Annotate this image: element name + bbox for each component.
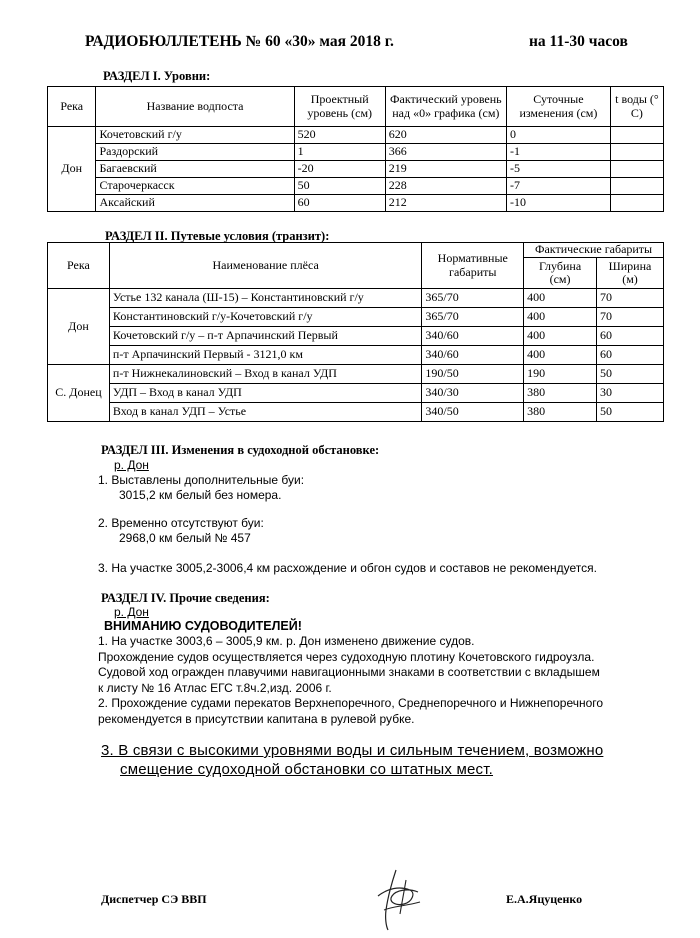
- transit-norm: 340/30: [422, 384, 524, 403]
- section-3-title: РАЗДЕЛ III. Изменения в судоходной обстановке:: [101, 443, 380, 457]
- transit-depth: 380: [524, 403, 597, 422]
- transit-header-norm: Нормативные габариты: [422, 243, 524, 289]
- levels-actual: 366: [385, 144, 506, 161]
- transit-width: 50: [597, 365, 664, 384]
- levels-design: 520: [294, 127, 385, 144]
- transit-row: [48, 346, 664, 365]
- levels-header-row: [48, 87, 664, 127]
- levels-temp: [610, 127, 663, 144]
- levels-post: Багаевский: [96, 161, 294, 178]
- levels-post: Кочетовский г/у: [96, 127, 294, 144]
- transit-stretch: Кочетовский г/у – п-т Арпачинский Первый: [109, 327, 421, 346]
- transit-row: [48, 308, 664, 327]
- levels-temp: [610, 195, 663, 212]
- transit-row: [48, 384, 664, 403]
- transit-stretch: п-т Арпачинский Первый - 3121,0 км: [109, 346, 421, 365]
- levels-post: Старочеркасск: [96, 178, 294, 195]
- transit-width: 30: [597, 384, 664, 403]
- transit-stretch: Устье 132 канала (Ш-15) – Константиновский г/у: [109, 289, 421, 308]
- section-4-line: к листу № 16 Атлас ЕГС т.8ч.2,изд. 2006 г.: [98, 681, 332, 695]
- transit-stretch: Вход в канал УДП – Устье: [109, 403, 421, 422]
- transit-width: 70: [597, 289, 664, 308]
- section-4-line: 2. Прохождение судами перекатов Верхнепоречного, Среднепоречного и Нижнепоречного: [98, 696, 604, 710]
- section-4-line: 1. На участке 3003,6 – 3005,9 км. р. Дон изменено движение судов.: [98, 634, 475, 648]
- levels-table: [47, 86, 664, 212]
- levels-actual: 212: [385, 195, 506, 212]
- transit-header-stretch: Наименование плёса: [109, 243, 421, 289]
- section-4-river: р. Дон: [114, 605, 149, 619]
- section-3-item-1: 1. Выставлены дополнительные буи:: [98, 473, 305, 487]
- transit-depth: 400: [524, 327, 597, 346]
- transit-row: [48, 327, 664, 346]
- bulletin-time: на 11-30 часов: [529, 33, 628, 50]
- levels-river: Дон: [48, 127, 96, 212]
- levels-post: Раздорский: [96, 144, 294, 161]
- levels-daily: -1: [506, 144, 610, 161]
- levels-row: [48, 161, 664, 178]
- levels-row: [48, 144, 664, 161]
- levels-temp: [610, 161, 663, 178]
- transit-stretch: УДП – Вход в канал УДП: [109, 384, 421, 403]
- transit-norm: 340/60: [422, 346, 524, 365]
- transit-depth: 380: [524, 384, 597, 403]
- transit-header-river: Река: [48, 243, 110, 289]
- levels-daily: 0: [506, 127, 610, 144]
- section-3-item-2-detail: 2968,0 км белый № 457: [119, 531, 251, 545]
- transit-norm: 340/60: [422, 327, 524, 346]
- levels-design: 60: [294, 195, 385, 212]
- levels-row: [48, 127, 664, 144]
- transit-norm: 365/70: [422, 289, 524, 308]
- signer-name: Е.А.Яцуценко: [506, 892, 583, 906]
- transit-table: [47, 242, 664, 422]
- transit-header-width: Ширина (м): [597, 258, 664, 289]
- section-3-item-1-detail: 3015,2 км белый без номера.: [119, 488, 282, 502]
- section-3-item-3: 3. На участке 3005,2-3006,4 км расхождение и обгон судов и составов не рекомендуется.: [98, 561, 597, 575]
- section-3-river: р. Дон: [114, 458, 149, 472]
- transit-width: 70: [597, 308, 664, 327]
- transit-norm: 340/50: [422, 403, 524, 422]
- levels-design: 1: [294, 144, 385, 161]
- signer-role: Диспетчер СЭ ВВП: [101, 892, 207, 906]
- levels-header-river: Река: [48, 87, 96, 127]
- levels-actual: 620: [385, 127, 506, 144]
- transit-depth: 190: [524, 365, 597, 384]
- levels-row: [48, 178, 664, 195]
- section-4-line: Прохождение судов осуществляется через судоходную плотину Кочетовского гидроузла.: [98, 650, 595, 664]
- levels-header-actual: Фактический уровень над «0» графика (см): [385, 87, 506, 127]
- levels-daily: -7: [506, 178, 610, 195]
- section-2-title: РАЗДЕЛ II. Путевые условия (транзит):: [105, 229, 330, 243]
- bulletin-title: РАДИОБЮЛЛЕТЕНЬ № 60 «30» мая 2018 г.: [85, 33, 394, 50]
- transit-depth: 400: [524, 346, 597, 365]
- section-4-title: РАЗДЕЛ IV. Прочие сведения:: [101, 591, 270, 605]
- levels-header-daily: Суточные изменения (см): [506, 87, 610, 127]
- levels-row: [48, 195, 664, 212]
- transit-width: 60: [597, 327, 664, 346]
- transit-depth: 400: [524, 289, 597, 308]
- transit-river: Дон: [48, 289, 110, 365]
- levels-actual: 228: [385, 178, 506, 195]
- levels-header-design: Проектный уровень (см): [294, 87, 385, 127]
- levels-post: Аксайский: [96, 195, 294, 212]
- transit-header-row: [48, 243, 664, 258]
- transit-width: 60: [597, 346, 664, 365]
- section-4-line: Судовой ход огражден плавучими навигационными знаками в соответствии с вкладышем: [98, 665, 600, 679]
- levels-header-temp: t воды (° С): [610, 87, 663, 127]
- signature: [366, 866, 436, 932]
- transit-river: С. Донец: [48, 365, 110, 422]
- transit-norm: 365/70: [422, 308, 524, 327]
- transit-depth: 400: [524, 308, 597, 327]
- levels-header-post: Название водпоста: [96, 87, 294, 127]
- section-4-line: рекомендуется в присутствии капитана в рулевой рубке.: [98, 712, 415, 726]
- levels-design: -20: [294, 161, 385, 178]
- levels-temp: [610, 144, 663, 161]
- levels-actual: 219: [385, 161, 506, 178]
- transit-row: [48, 403, 664, 422]
- transit-header-depth: Глубина (см): [524, 258, 597, 289]
- levels-daily: -10: [506, 195, 610, 212]
- attention-heading: ВНИМАНИЮ СУДОВОДИТЕЛЕЙ!: [104, 619, 302, 633]
- transit-stretch: Константиновский г/у-Кочетовский г/у: [109, 308, 421, 327]
- warning-line-2: смещение судоходной обстановки со штатных мест.: [120, 761, 494, 778]
- transit-width: 50: [597, 403, 664, 422]
- transit-row: [48, 365, 664, 384]
- transit-norm: 190/50: [422, 365, 524, 384]
- section-1-title: РАЗДЕЛ I. Уровни:: [103, 69, 211, 83]
- levels-temp: [610, 178, 663, 195]
- transit-row: [48, 289, 664, 308]
- section-3-item-2: 2. Временно отсутствуют буи:: [98, 516, 264, 530]
- levels-design: 50: [294, 178, 385, 195]
- transit-header-actual: Фактические габариты: [524, 243, 664, 258]
- levels-daily: -5: [506, 161, 610, 178]
- transit-stretch: п-т Нижнекалиновский – Вход в канал УДП: [109, 365, 421, 384]
- warning-line-1: 3. В связи с высокими уровнями воды и сильным течением, возможно: [101, 742, 604, 759]
